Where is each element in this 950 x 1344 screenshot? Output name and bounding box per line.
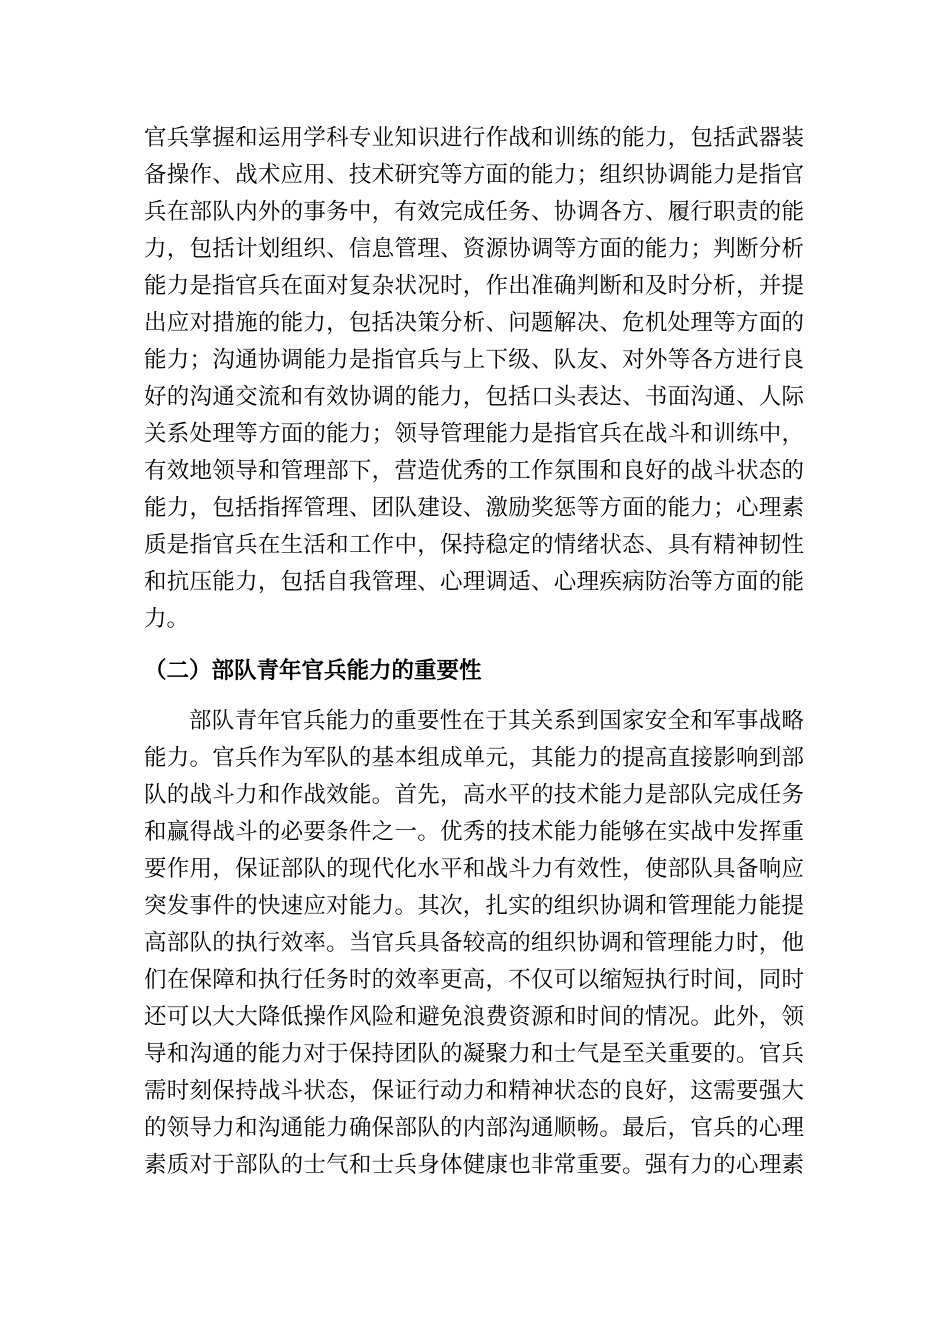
text-line: 出应对措施的能力，包括决策分析、问题解决、危机处理等方面的 <box>144 310 804 336</box>
text-line: 素质对于部队的士气和士兵身体健康也非常重要。强有力的心理素 <box>144 1152 804 1178</box>
text-line: 们在保障和执行任务时的效率更高，不仅可以缩短执行时间，同时 <box>144 967 804 993</box>
document-body <box>144 120 804 1184</box>
text-line: 还可以大大降低操作风险和避免浪费资源和时间的情况。此外，领 <box>144 1004 804 1030</box>
text-line: 队的战斗力和作战效能。首先，高水平的技术能力是部队完成任务 <box>144 782 804 808</box>
text-line: 能力，包括指挥管理、团队建设、激励奖惩等方面的能力；心理素 <box>144 495 804 521</box>
text-line: 能力是指官兵在面对复杂状况时，作出准确判断和及时分析，并提 <box>144 273 804 299</box>
text-line: 好的沟通交流和有效协调的能力，包括口头表达、书面沟通、人际 <box>144 384 804 410</box>
text-line: 兵在部队内外的事务中，有效完成任务、协调各方、履行职责的能 <box>144 199 804 225</box>
text-line: 的领导力和沟通能力确保部队的内部沟通顺畅。最后，官兵的心理 <box>144 1115 804 1141</box>
text-line: 力，包括计划组织、信息管理、资源协调等方面的能力；判断分析 <box>144 236 804 262</box>
section-heading: （二）部队青年官兵能力的重要性 <box>144 658 482 684</box>
text-line: 备操作、战术应用、技术研究等方面的能力；组织协调能力是指官 <box>144 162 804 188</box>
text-line: 导和沟通的能力对于保持团队的凝聚力和士气是至关重要的。官兵 <box>144 1041 804 1067</box>
text-line: 高部队的执行效率。当官兵具备较高的组织协调和管理能力时，他 <box>144 930 804 956</box>
text-line: 有效地领导和管理部下，营造优秀的工作氛围和良好的战斗状态的 <box>144 458 804 484</box>
text-line: 要作用，保证部队的现代化水平和战斗力有效性，使部队具备响应 <box>144 856 804 882</box>
text-line: 力。 <box>144 606 190 632</box>
paragraph-abilities-definition <box>144 120 804 638</box>
text-line: 关系处理等方面的能力；领导管理能力是指官兵在战斗和训练中， <box>144 421 804 447</box>
text-line: 和赢得战斗的必要条件之一。优秀的技术能力能够在实战中发挥重 <box>144 819 804 845</box>
text-line: 质是指官兵在生活和工作中，保持稳定的情绪状态、具有精神韧性 <box>144 532 804 558</box>
text-line: 和抗压能力，包括自我管理、心理调适、心理疾病防治等方面的能 <box>144 569 804 595</box>
text-line: 部队青年官兵能力的重要性在于其关系到国家安全和军事战略 <box>189 708 804 734</box>
paragraph-importance <box>144 703 804 1184</box>
text-line: 能力。官兵作为军队的基本组成单元，其能力的提高直接影响到部 <box>144 745 804 771</box>
text-line: 突发事件的快速应对能力。其次，扎实的组织协调和管理能力能提 <box>144 893 804 919</box>
text-line: 能力；沟通协调能力是指官兵与上下级、队友、对外等各方进行良 <box>144 347 804 373</box>
text-line: 需时刻保持战斗状态，保证行动力和精神状态的良好，这需要强大 <box>144 1078 804 1104</box>
text-line: 官兵掌握和运用学科专业知识进行作战和训练的能力，包括武器装 <box>144 125 804 151</box>
